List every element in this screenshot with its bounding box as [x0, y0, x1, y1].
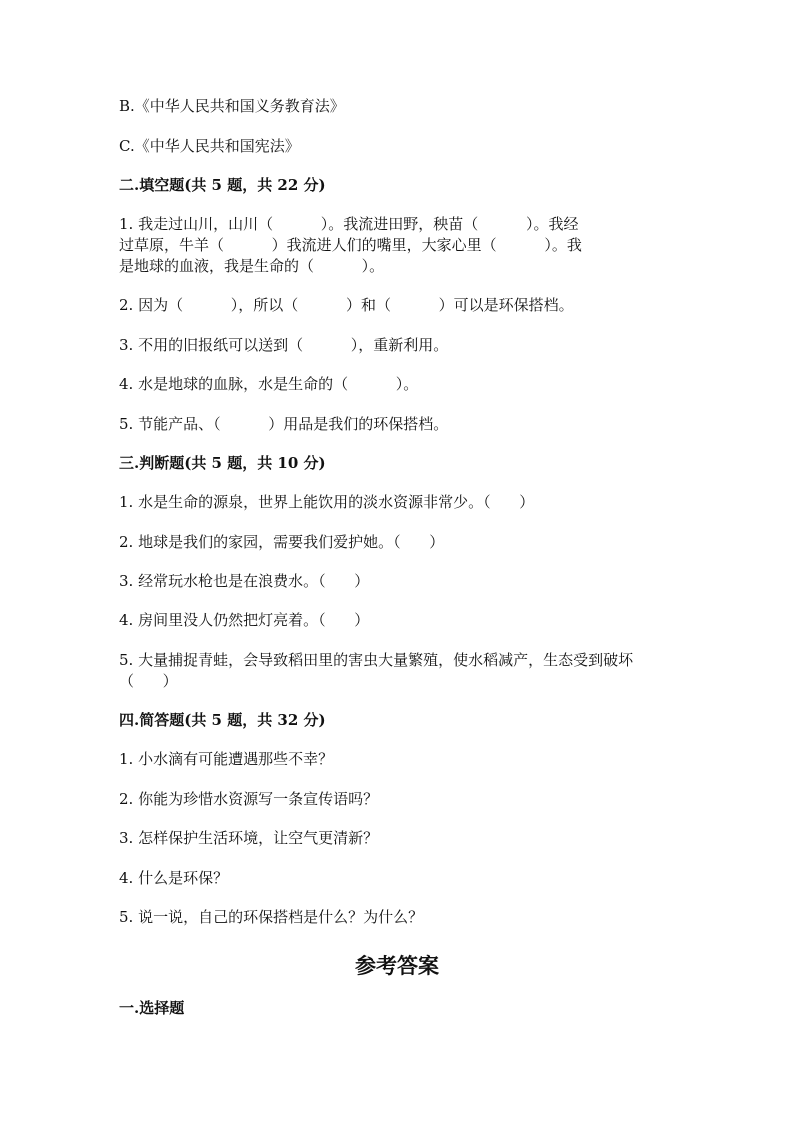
short-answer-q4: 4. 什么是环保？ [119, 869, 229, 887]
judge-q1: 1. 水是生命的源泉，世界上能饮用的淡水资源非常少。（ ） [119, 493, 535, 511]
short-answer-q2: 2. 你能为珍惜水资源写一条宣传语吗？ [119, 790, 379, 808]
answers-section-1: 一.选择题 [119, 999, 185, 1017]
judge-q3: 3. 经常玩水枪也是在浪费水。（ ） [119, 572, 370, 590]
judge-heading: 三.判断题(共 5 题，共 10 分) [119, 454, 326, 472]
short-answer-q1: 1. 小水滴有可能遭遇那些不幸？ [119, 750, 334, 768]
judge-q5-line2: （ ） [119, 672, 178, 690]
fill-blank-q1-line2: 过草原，牛羊（ ）我流进人们的嘴里，大家心里（ ）。我 [119, 236, 582, 254]
fill-blank-q1-line3: 是地球的血液，我是生命的（ ）。 [119, 257, 385, 275]
fill-blank-q1-line1: 1. 我走过山川，山川（ ）。我流进田野，秧苗（ ）。我经 [119, 215, 579, 233]
judge-q4: 4. 房间里没人仍然把灯亮着。（ ） [119, 611, 370, 629]
fill-blank-q5: 5. 节能产品、（ ）用品是我们的环保搭档。 [119, 415, 449, 433]
fill-blank-q3: 3. 不用的旧报纸可以送到（ ），重新利用。 [119, 336, 449, 354]
choice-option-b: B.《中华人民共和国义务教育法》 [119, 97, 345, 115]
fill-blank-q2: 2. 因为（ ），所以（ ）和（ ）可以是环保搭档。 [119, 296, 574, 314]
judge-q2: 2. 地球是我们的家园，需要我们爱护她。（ ） [119, 533, 445, 551]
judge-q5-line1: 5. 大量捕捉青蛙，会导致稻田里的害虫大量繁殖，使水稻减产，生态受到破坏 [119, 651, 634, 669]
choice-option-c: C.《中华人民共和国宪法》 [119, 137, 300, 155]
answers-title: 参考答案 [355, 953, 439, 978]
short-answer-heading: 四.简答题(共 5 题，共 32 分) [119, 711, 326, 729]
fill-blank-heading: 二.填空题(共 5 题，共 22 分) [119, 176, 326, 194]
fill-blank-q4: 4. 水是地球的血脉，水是生命的（ ）。 [119, 375, 419, 393]
short-answer-q3: 3. 怎样保护生活环境，让空气更清新？ [119, 829, 379, 847]
short-answer-q5: 5. 说一说，自己的环保搭档是什么？为什么？ [119, 908, 424, 926]
